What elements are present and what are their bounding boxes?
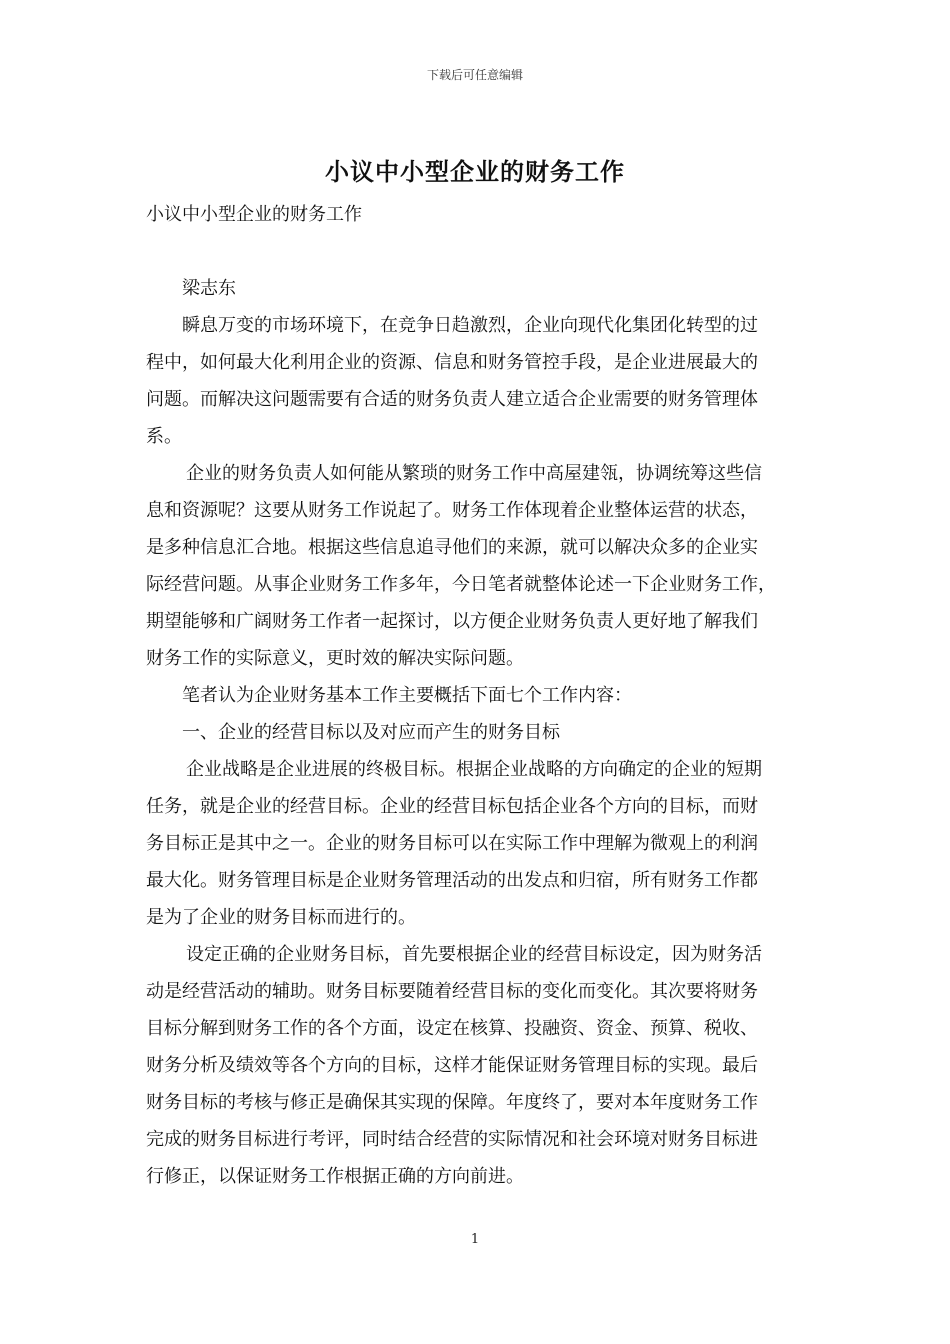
paragraph-line: 是为了企业的财务目标而进行的。 xyxy=(146,907,416,928)
paragraph-line: 完成的财务目标进行考评，同时结合经营的实际情况和社会环境对财务目标进 xyxy=(146,1129,758,1150)
paragraph-line: 企业战略是企业进展的终极目标。根据企业战略的方向确定的企业的短期 xyxy=(186,759,762,780)
section-heading: 一、企业的经营目标以及对应而产生的财务目标 xyxy=(182,722,560,743)
paragraph-line: 息和资源呢？这要从财务工作说起了。财务工作体现着企业整体运营的状态， xyxy=(146,500,758,521)
paragraph-line: 行修正，以保证财务工作根据正确的方向前进。 xyxy=(146,1166,524,1187)
paragraph-line: 动是经营活动的辅助。财务目标要随着经营目标的变化而变化。其次要将财务 xyxy=(146,981,758,1002)
paragraph-line: 务目标正是其中之一。企业的财务目标可以在实际工作中理解为微观上的利润 xyxy=(146,833,758,854)
document-subtitle: 小议中小型企业的财务工作 xyxy=(146,204,362,225)
paragraph-line: 是多种信息汇合地。根据这些信息追寻他们的来源，就可以解决众多的企业实 xyxy=(146,537,758,558)
paragraph-line: 任务，就是企业的经营目标。企业的经营目标包括企业各个方向的目标，而财 xyxy=(146,796,758,817)
paragraph-line: 设定正确的企业财务目标，首先要根据企业的经营目标设定，因为财务活 xyxy=(186,944,762,965)
blank-line xyxy=(146,233,808,270)
paragraph-line: 企业的财务负责人如何能从繁琐的财务工作中高屋建瓴，协调统筹这些信 xyxy=(186,463,762,484)
author-name: 梁志东 xyxy=(182,278,236,299)
paragraph-line: 最大化。财务管理目标是企业财务管理活动的出发点和归宿，所有财务工作都 xyxy=(146,870,758,891)
paragraph-line: 程中，如何最大化利用企业的资源、信息和财务管控手段，是企业进展最大的 xyxy=(146,352,758,373)
paragraph-line: 目标分解到财务工作的各个方面，设定在核算、投融资、资金、预算、税收、 xyxy=(146,1018,758,1039)
paragraph-line: 际经营问题。从事企业财务工作多年，今日笔者就整体论述一下企业财务工作， xyxy=(146,574,776,595)
page-number: 1 xyxy=(470,1232,480,1247)
paragraph-line: 财务目标的考核与修正是确保其实现的保障。年度终了，要对本年度财务工作 xyxy=(146,1092,758,1113)
paragraph-line: 问题。而解决这问题需要有合适的财务负责人建立适合企业需要的财务管理体 xyxy=(146,389,758,410)
document-title: 小议中小型企业的财务工作 xyxy=(325,157,625,186)
paragraph-line: 瞬息万变的市场环境下，在竞争日趋激烈，企业向现代化集团化转型的过 xyxy=(182,315,758,336)
paragraph-line: 系。 xyxy=(146,426,182,447)
header-note: 下载后可任意编辑 xyxy=(426,68,523,82)
paragraph-line: 财务工作的实际意义，更时效的解决实际问题。 xyxy=(146,648,524,669)
paragraph-line: 笔者认为企业财务基本工作主要概括下面七个工作内容： xyxy=(182,685,632,706)
paragraph-line: 财务分析及绩效等各个方向的目标，这样才能保证财务管理目标的实现。最后 xyxy=(146,1055,758,1076)
document-body xyxy=(146,196,808,1195)
paragraph-line: 期望能够和广阔财务工作者一起探讨，以方便企业财务负责人更好地了解我们 xyxy=(146,611,758,632)
